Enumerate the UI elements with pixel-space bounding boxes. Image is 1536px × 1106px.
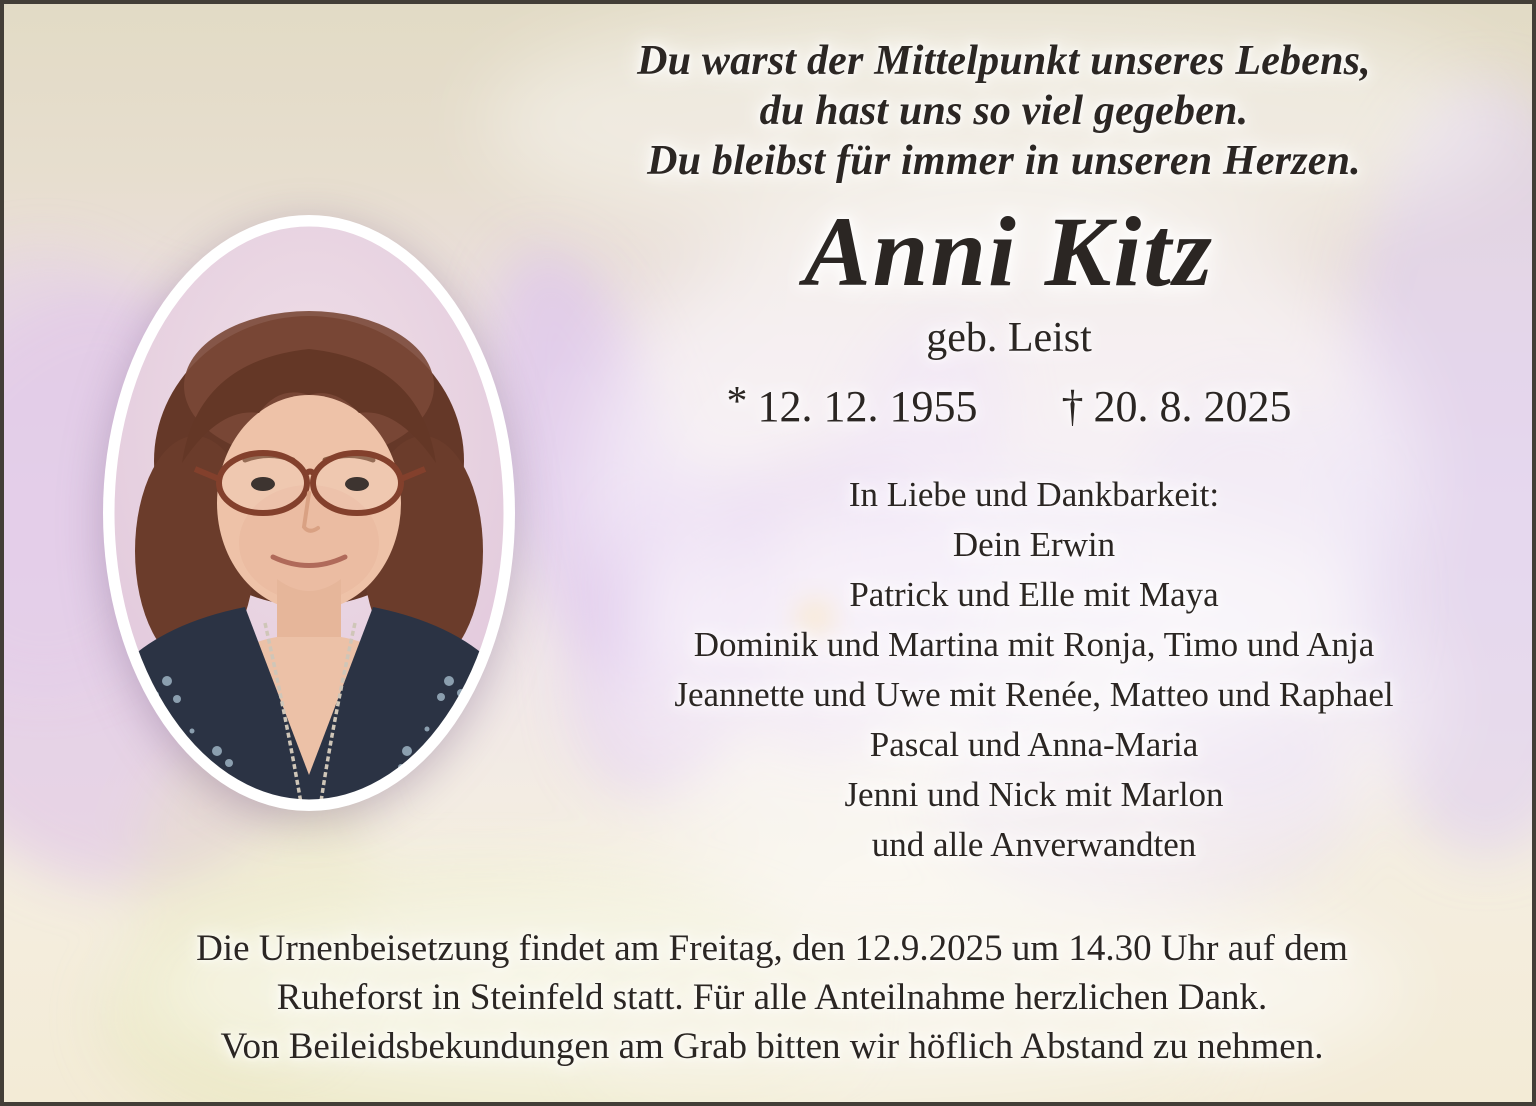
deceased-name: Anni Kitz [804, 196, 1214, 307]
death-cross-symbol: † [1061, 382, 1084, 431]
death-date: 20. 8. 2025 [1093, 382, 1292, 431]
mourner-line: Jeannette und Uwe mit Renée, Matteo und Raphael [674, 675, 1394, 714]
quote-line-2: du hast uns so viel gegeben. [759, 88, 1249, 134]
quote-line-1: Du warst der Mittelpunkt unseres Lebens, [637, 38, 1371, 84]
funeral-line-1: Die Urnenbeisetzung findet am Freitag, den 12.9.2025 um 14.30 Uhr auf dem [196, 928, 1348, 969]
mourner-line: Jenni und Nick mit Marlon [844, 775, 1224, 814]
birth-date-item [726, 379, 978, 433]
mourners-list [534, 470, 1534, 870]
portrait-photo [97, 210, 521, 816]
name-block [604, 196, 1414, 362]
life-dates [604, 379, 1414, 433]
funeral-line-3: Von Beileidsbekundungen am Grab bitten wir höflich Abstand zu nehmen. [220, 1026, 1324, 1067]
mourner-line: Dein Erwin [952, 525, 1116, 564]
mourner-line: Dominik und Martina mit Ronja, Timo und Anja [693, 625, 1375, 664]
mourner-line: Patrick und Elle mit Maya [849, 575, 1219, 614]
mourner-line: Pascal und Anna-Maria [869, 725, 1199, 764]
death-date-item [1061, 382, 1291, 433]
maiden-name: geb. Leist [926, 315, 1092, 361]
dedication-line: In Liebe und Dankbarkeit: [848, 475, 1220, 514]
birth-star-symbol: * [726, 379, 748, 425]
mourner-line: und alle Anverwandten [871, 825, 1197, 864]
opening-quote [524, 36, 1484, 186]
quote-line-3: Du bleibst für immer in unseren Herzen. [647, 138, 1361, 184]
birth-date: 12. 12. 1955 [757, 382, 978, 431]
funeral-line-2: Ruheforst in Steinfeld statt. Für alle Anteilnahme herzlichen Dank. [276, 977, 1268, 1018]
funeral-notice [52, 924, 1492, 1071]
